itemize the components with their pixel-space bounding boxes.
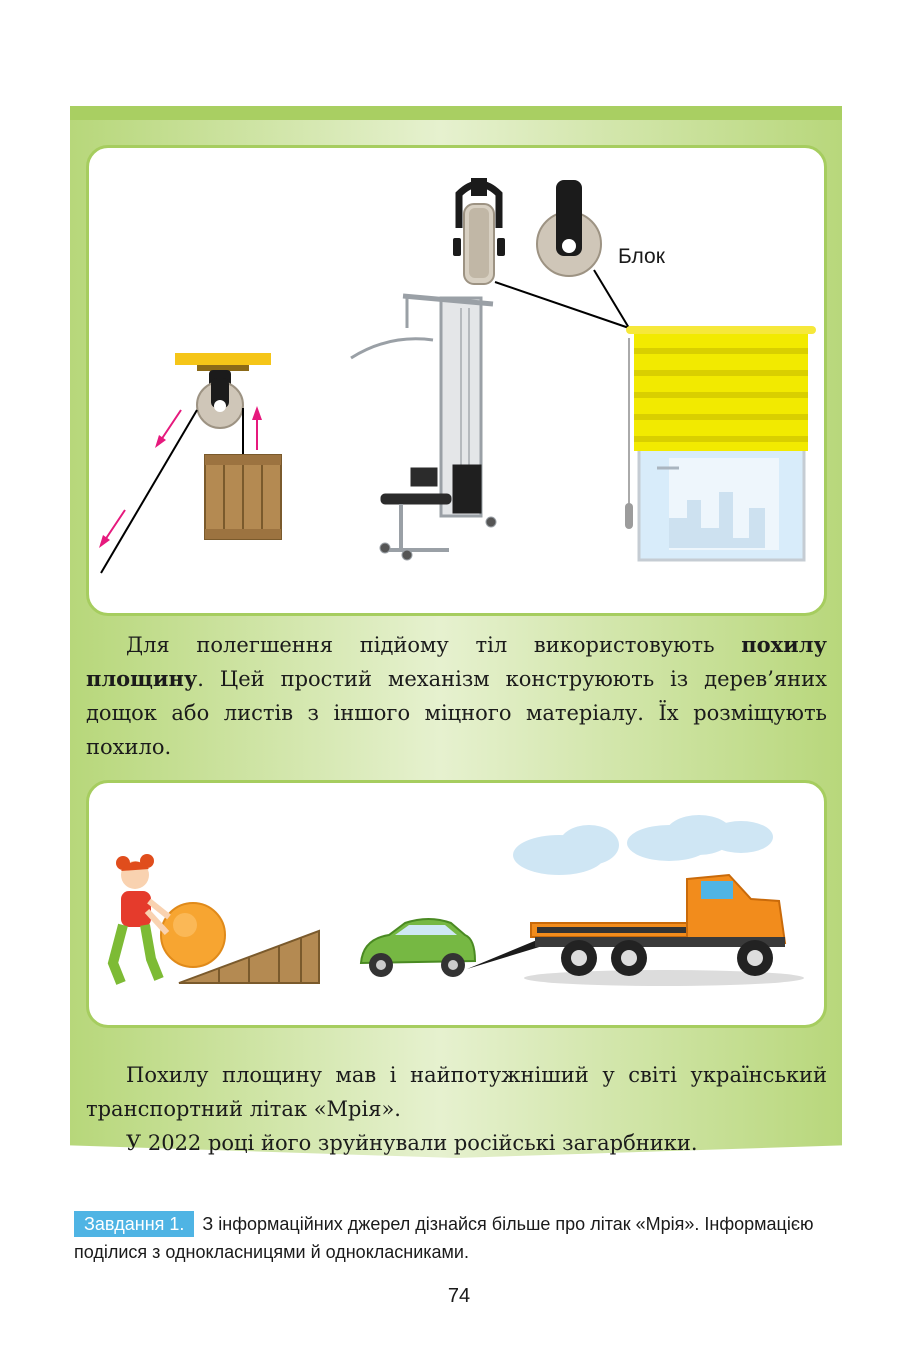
paragraph-destroyed: У 2022 році його зруйнували російські загарбники. xyxy=(126,1131,698,1155)
pulley-crate-group xyxy=(99,353,281,573)
clouds xyxy=(513,815,773,875)
pulleys-illustration xyxy=(89,148,830,619)
girl-shirt xyxy=(121,891,151,927)
paragraph-mriya: Похилу площину мав і найпотужніший у світі український транспортний літак «Мрія». xyxy=(86,1063,827,1121)
task-badge: Завдання 1. xyxy=(74,1211,194,1237)
girl-ball-ramp xyxy=(113,854,319,983)
inclined-planes-illustration xyxy=(89,783,830,1031)
window-with-blind xyxy=(625,326,816,560)
page-number: 74 xyxy=(447,1285,471,1307)
gym-machine xyxy=(351,296,496,560)
tow-truck xyxy=(524,875,804,986)
paragraph-inclined-plane: Для полегшення підйому тіл використовують похилу площину. Цей простий механізм конструюють із дерев’яних дощок або листів з іншого міцного матеріалу. Їх розміщують похило. xyxy=(86,632,827,759)
pointer-line-1 xyxy=(495,282,629,328)
figure-inclined-planes xyxy=(86,780,827,1028)
girl-legs xyxy=(113,925,159,983)
green-car xyxy=(361,919,559,977)
pointer-line-2 xyxy=(594,270,629,328)
green-panel-top-edge xyxy=(70,106,842,120)
pulley-front-view xyxy=(537,180,601,276)
bold-term: похилу площину xyxy=(86,632,827,691)
ceiling-plate xyxy=(175,353,271,365)
label-blok: Блок xyxy=(618,245,665,268)
pulley-side-view xyxy=(453,178,505,284)
wooden-crate xyxy=(205,455,281,539)
rope-left xyxy=(101,410,197,573)
arrow-down-small xyxy=(161,410,181,440)
ball xyxy=(161,903,225,967)
figure-pulleys xyxy=(86,145,827,616)
task-block xyxy=(74,1210,874,1266)
blind-top-rail xyxy=(626,326,816,334)
task-text: З інформаційних джерел дізнайся більше про літак «Мрія». Інформацією поділися з однокласницями й однокласниками. xyxy=(74,1214,814,1262)
